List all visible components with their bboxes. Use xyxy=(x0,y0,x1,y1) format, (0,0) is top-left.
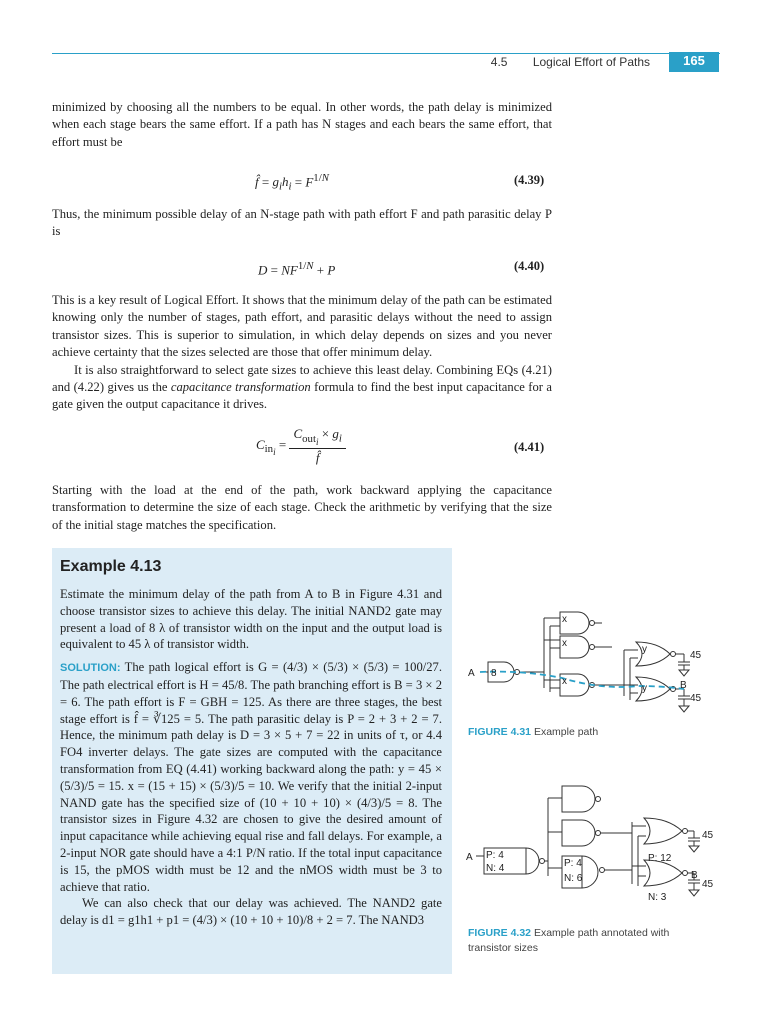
fig431-output-b: B xyxy=(680,680,687,691)
equation-4-41: $C_{in_i}$ = $\frac{C_{out_i} \times g_i}{f̂}$ xyxy=(256,426,346,466)
paragraph-4-text-b: formula to find the best input capacitance for a gate given the output capacitance it drives. xyxy=(52,380,552,412)
section-number: 4.5 xyxy=(490,55,508,69)
fig432-n3: N: 3 xyxy=(648,892,667,903)
example-box xyxy=(52,548,452,974)
fig432-p3: P: 12 xyxy=(648,853,672,864)
paragraph-3-text: This is a key result of Logical Effort. It shows that the minimum delay of the path can be estimated knowing only the number of stages, path effort, and parasitic delays without the need to assign transistor sizes. This is superior to simulation, in which delay depends on sizes and you never achieve certainty that the sizes selected are those that offer minimum delay. xyxy=(52,293,552,360)
example-last-paragraph: We can also check that our delay was achieved. The NAND2 gate delay is d1 = g1h1 + p1 = (4/3) × (10 + 10 + 10)/8 + 2 = 7. The NAND3 xyxy=(60,896,442,928)
fig431-x-label-3: x xyxy=(562,676,567,687)
fig432-input-a: A xyxy=(466,852,473,863)
figure-4-31-caption-text: Example path xyxy=(533,726,599,738)
figure-4-31-circuit xyxy=(462,600,722,720)
fig432-load-1: 45 xyxy=(702,830,714,841)
figure-4-32-label: FIGURE 4.32 xyxy=(468,927,532,939)
page-number: 165 xyxy=(669,52,719,72)
fig432-p2: P: 4 xyxy=(564,858,582,869)
fig431-load-1: 45 xyxy=(690,650,702,661)
example-solution xyxy=(60,659,442,895)
paragraph-4-italic: capacitance transformation xyxy=(170,380,311,395)
equation-4-39-number: (4.39) xyxy=(514,173,545,187)
solution-label: SOLUTION: xyxy=(60,662,121,675)
fig431-x-label-2: x xyxy=(562,638,567,649)
running-head xyxy=(491,55,650,69)
example-body xyxy=(60,586,442,929)
section-title: Logical Effort of Paths xyxy=(532,55,650,69)
equation-4-41-number: (4.41) xyxy=(514,440,545,454)
paragraph-1 xyxy=(52,99,552,151)
fig431-input-size: 8 xyxy=(491,668,497,679)
fig432-n1: N: 4 xyxy=(486,863,505,874)
figure-4-32-caption-text: Example path annotated with transistor sizes xyxy=(468,927,670,954)
paragraph-5-text: Starting with the load at the end of the path, work backward applying the capacitance transformation to determine the size of each stage. Check the arithmetic by verifying that the size of the initial stage matches the specification. xyxy=(52,483,552,532)
fig432-output-b: B xyxy=(691,870,698,881)
paragraph-4 xyxy=(52,362,552,414)
paragraph-1-text: minimized by choosing all the numbers to be equal. In other words, the path delay is minimized when each stage bears the same effort. If a path has N stages and each bears the same effort, that effort must be xyxy=(52,100,552,149)
example-title: Example 4.13 xyxy=(60,558,162,575)
equation-4-40-number: (4.40) xyxy=(514,259,545,273)
paragraph-4-text-a: It is also straightforward to select gate sizes to achieve this least delay. Combining EQs (4.21) and (4.22) gives us the xyxy=(52,362,552,395)
equation-4-40: $D = NF^{1/N} + P$ xyxy=(258,260,336,278)
fig431-load-2: 45 xyxy=(690,693,702,704)
figure-4-32-circuit xyxy=(462,780,722,920)
paragraph-3 xyxy=(52,292,552,414)
figure-4-31-label: FIGURE 4.31 xyxy=(468,726,532,738)
fig431-y-label-1: y xyxy=(642,644,647,655)
example-problem: Estimate the minimum delay of the path from A to B in Figure 4.31 and choose transistor sizes to achieve this delay. The initial NAND2 gate may present a load of 8 λ of transistor width on the input and the output load is equivalent to 45 λ of transistor width. xyxy=(60,587,442,652)
equation-4-39: f̂ = $g_ih_i = F^{1/N}$ xyxy=(255,172,329,193)
figure-4-32-caption xyxy=(468,926,708,956)
fig431-y-label-2: y xyxy=(642,683,647,694)
fig432-n2: N: 6 xyxy=(564,873,583,884)
fig432-load-2: 45 xyxy=(702,879,714,890)
figure-4-31-caption xyxy=(468,725,708,740)
fig431-x-label-1: x xyxy=(562,614,567,625)
fig432-p1: P: 4 xyxy=(486,850,504,861)
paragraph-5 xyxy=(52,482,552,534)
paragraph-2 xyxy=(52,206,552,241)
fig431-input-a: A xyxy=(468,668,475,679)
header-rule xyxy=(52,53,720,54)
paragraph-2-text: Thus, the minimum possible delay of an N-stage path with path effort F and path parasitic delay P is xyxy=(52,207,552,239)
solution-text: The path logical effort is G = (4/3) × (5/3) × (5/3) = 100/27. The path electrical effort is H = 45/8. The path branching effort is B = 3 × 2 = 6. The path effort is F = GBH = 125. As there are three stages, the best stage effort is f̂ = ∛125 = 5. The path parasitic delay is P = 2 + 3 + 2 = 7. Hence, the minimum path delay is D = 3 × 5 + 7 = 22 in units of τ, or 4.4 FO4 inverter delays. The gate sizes are computed with the capacitance transformation from EQ (4.41) working backward along the path: y = 45 × (5/3)/5 = 15. x = (15 + 15) × (5/3)/5 = 10. We verify that the initial 2-input NAND gate has the specified size of (10 + 10 + 10) × (4/3)/5 = 8. The transistor sizes in Figure 4.32 are chosen to give the desired amount of input capacitance while achieving equal rise and fall delays. For example, a 2-input NOR gate should have a 4:1 P/N ratio. If the total input capacitance is 15, the pMOS width must be 12 and the nMOS width must be 3 to achieve that ratio. xyxy=(60,660,443,894)
